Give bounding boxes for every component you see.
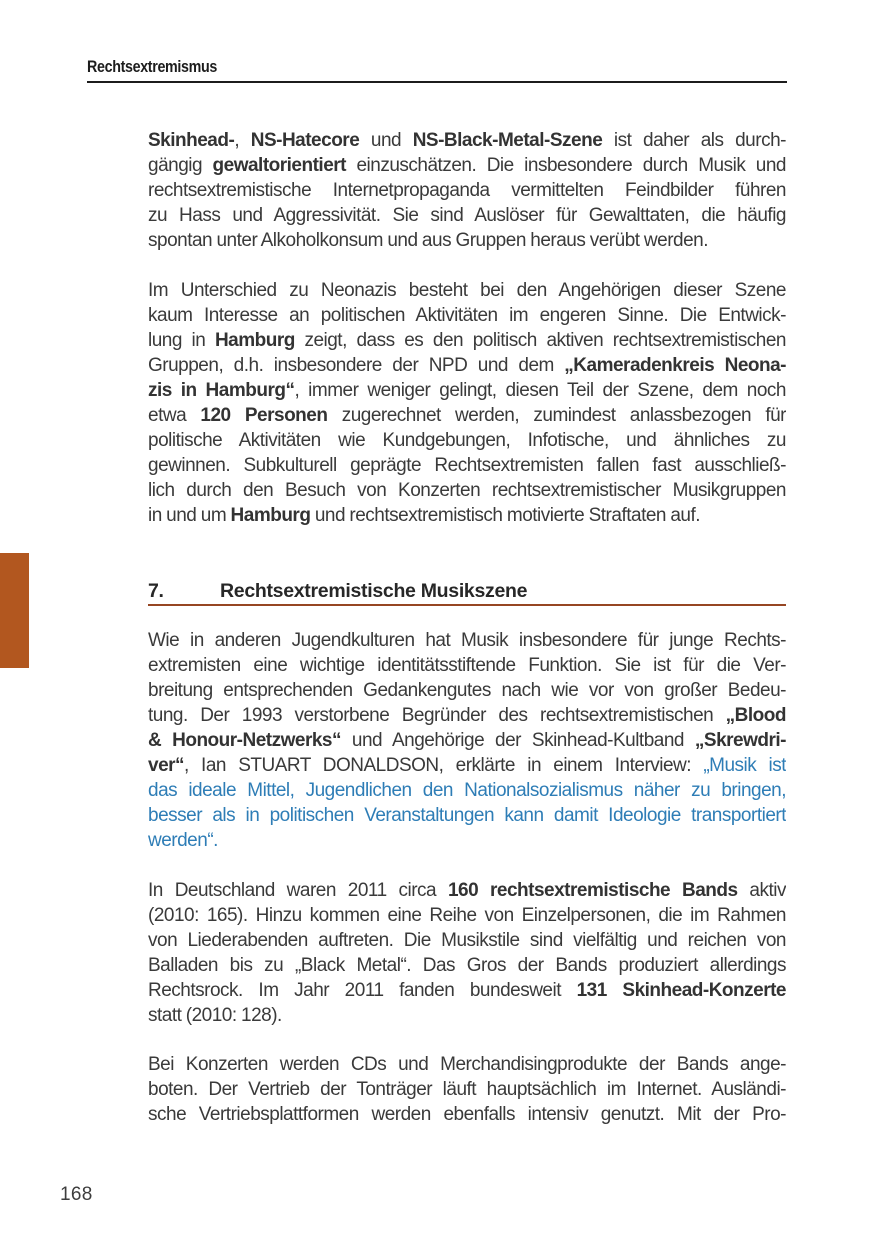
section-heading (148, 578, 786, 606)
text-line: lich durch den Besuch von Konzerten rechtsextremistischer Musikgruppen (148, 480, 786, 501)
text-line: tung. Der 1993 verstorbene Begründer des rechtsextremistischen „Blood (148, 705, 786, 726)
text-line: werden“. (148, 830, 218, 851)
text-line: Gruppen, d.h. insbesondere der NPD und dem „Kameradenkreis Neona- (148, 355, 786, 376)
text-line: Bei Konzerten werden CDs und Merchandisingprodukte der Bands ange- (148, 1054, 786, 1075)
text-line: (2010: 165). Hinzu kommen eine Reihe von Einzelpersonen, die im Rahmen (148, 905, 786, 926)
text-line: statt (2010: 128). (148, 1005, 282, 1026)
text-line: gewinnen. Subkulturell geprägte Rechtsextremisten fallen fast ausschließ- (148, 455, 786, 476)
text-line: breitung entsprechenden Gedankengutes nach wie vor von großer Bedeu- (148, 680, 786, 701)
text-line: zu Hass und Aggressivität. Sie sind Auslöser für Gewalttaten, die häufig (148, 205, 786, 226)
text-line: rechtsextremistische Internetpropaganda vermittelten Feindbilder führen (148, 180, 786, 201)
section-title: Rechtsextremistische Musikszene (220, 580, 528, 602)
text-line: Balladen bis zu „Black Metal“. Das Gros der Bands produziert allerdings (148, 955, 786, 976)
section-number: 7. (148, 580, 164, 602)
text-line: in und um Hamburg und rechtsextremistisch motivierte Straftaten auf. (148, 505, 701, 526)
text-line: politische Aktivitäten wie Kundgebungen, Infotische, und ähnliches zu (148, 430, 786, 451)
text-line: gängig gewaltorientiert einzuschätzen. Die insbesondere durch Musik und (148, 155, 786, 176)
text-line: boten. Der Vertrieb der Tonträger läuft hauptsächlich im Internet. Ausländi- (148, 1079, 786, 1100)
text-line: spontan unter Alkoholkonsum und aus Gruppen heraus verübt werden. (148, 230, 709, 251)
page-number: 168 (60, 1184, 93, 1205)
text-line: extremisten eine wichtige identitätsstiftende Funktion. Sie ist für die Ver- (148, 655, 786, 676)
section-margin-marker (0, 553, 29, 668)
text-line: Rechtsrock. Im Jahr 2011 fanden bundesweit 131 Skinhead-Konzerte (148, 980, 786, 1001)
paragraph (148, 878, 786, 1028)
text-line: das ideale Mittel, Jugendlichen den Nationalsozialismus näher zu bringen, (148, 780, 786, 801)
text-line: von Liederabenden auftreten. Die Musikstile sind vielfältig und reichen von (148, 930, 786, 951)
text-line: In Deutschland waren 2011 circa 160 rechtsextremistische Bands aktiv (148, 880, 786, 901)
text-line: kaum Interesse an politischen Aktivitäten im engeren Sinne. Die Entwick- (148, 305, 786, 326)
text-line: besser als in politischen Veranstaltungen kann damit Ideologie transportiert (148, 805, 786, 826)
paragraph (148, 628, 786, 853)
text-line: Im Unterschied zu Neonazis besteht bei den Angehörigen dieser Szene (148, 280, 786, 301)
text-line: & Honour-Netzwerks“ und Angehörige der Skinhead-Kultband „Skrewdri- (148, 730, 786, 751)
paragraph (148, 1052, 786, 1127)
text-line: etwa 120 Personen zugerechnet werden, zumindest anlassbezogen für (148, 405, 786, 426)
text-line: zis in Hamburg“, immer weniger gelingt, diesen Teil der Szene, dem noch (148, 380, 786, 401)
paragraph (148, 128, 786, 253)
text-line: Skinhead-, NS-Hatecore und NS-Black-Metal-Szene ist daher als durch- (148, 130, 786, 151)
paragraph (148, 278, 786, 528)
page-body (148, 0, 786, 1241)
text-line: Wie in anderen Jugendkulturen hat Musik insbesondere für junge Rechts- (148, 630, 786, 651)
running-header-text: Rechtsextremismus (87, 57, 218, 76)
text-line: lung in Hamburg zeigt, dass es den politisch aktiven rechtsextremistischen (148, 330, 786, 351)
text-line: sche Vertriebsplattformen werden ebenfalls intensiv genutzt. Mit der Pro- (148, 1104, 786, 1125)
text-line: ver“, Ian STUART DONALDSON, erklärte in einem Interview: „Musik ist (148, 755, 786, 776)
